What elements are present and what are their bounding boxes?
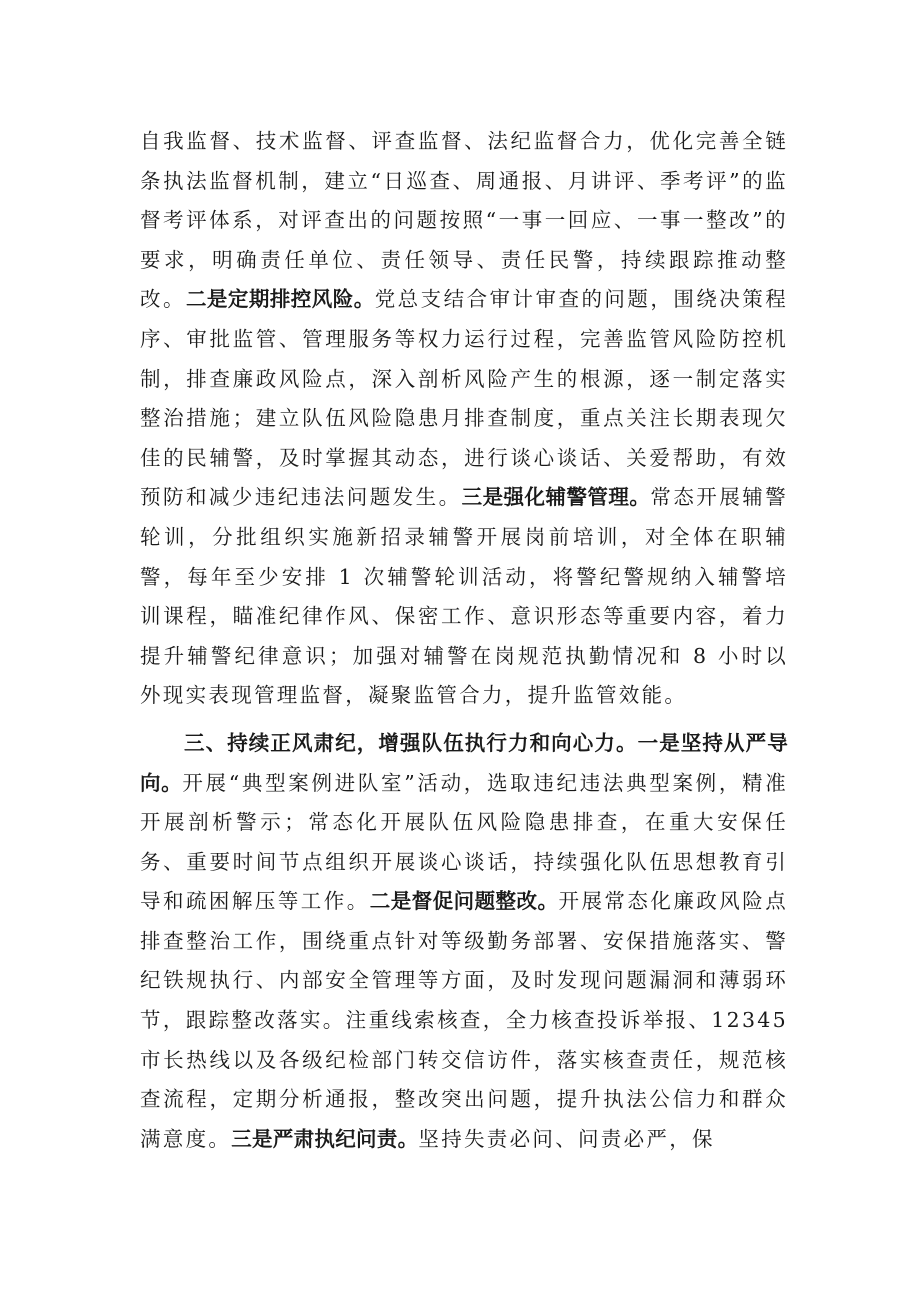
paragraph-discipline <box>140 724 788 1160</box>
paragraph-text: 坚持失责必问、问责必严，保 <box>418 1126 715 1151</box>
highlight-accountability: 三是严肃执纪问责。 <box>231 1126 419 1151</box>
highlight-risk-control: 二是定期排控风险。 <box>185 287 375 312</box>
paragraph-text: 党总支结合审计审查的问题，围绕决策程序、审批监管、管理服务等权力运行过程，完善监管风险防控机制，排查廉政风险点，深入剖析风险产生的根源，逐一制定落实整治措施；建立队伍风险隐患月排查制度，重点关注长期表现欠佳的民辅警，及时掌握其动态，进行谈心谈话、关爱帮助，有效预防和减少违纪违法问题发生。 <box>140 287 789 510</box>
highlight-rectification: 二是督促问题整改。 <box>369 889 559 914</box>
paragraph-text: 开展常态化廉政风险点排查整治工作，围绕重点针对等级勤务部署、安保措施落实、警纪铁规执行、内部安全管理等方面，及时发现问题漏洞和薄弱环节，跟踪整改落实。注重线索核查，全力核查投诉举报、12345 市长热线以及各级纪检部门转交信访件，落实核查责任，规范核查流程，定期分析通报，整改突出问题，提升执法公信力和群众满意度。 <box>140 889 789 1151</box>
document-body <box>140 122 788 1159</box>
highlight-strict-guidance: 一是坚持从严导向。 <box>140 730 788 795</box>
paragraph-text: 开展“典型案例进队室”活动，选取违纪违法典型案例，精准开展剖析警示；常态化开展队伍风险隐患排查，在重大安保任务、重要时间节点组织开展谈心谈话，持续强化队伍思想教育引导和疏困解压等工作。 <box>140 770 788 914</box>
paragraph-supervision <box>140 122 788 716</box>
highlight-auxiliary-police: 三是强化辅警管理。 <box>461 485 651 510</box>
paragraph-text: 常态开展辅警轮训，分批组织实施新招录辅警开展岗前培训，对全体在职辅警，每年至少安排 1 次辅警轮训活动，将警纪警规纳入辅警培训课程，瞄准纪律作风、保密工作、意识形态等重要内容，着力提升辅警纪律意识；加强对辅警在岗规范执勤情况和 8 小时以外现实表现管理监督，凝聚监管合力，提升监管效能。 <box>140 485 788 708</box>
section-heading: 三、持续正风肃纪，增强队伍执行力和向心力。 <box>184 730 638 755</box>
paragraph-text: 自我监督、技术监督、评查监督、法纪监督合力，优化完善全链条执法监督机制，建立“日巡查、周通报、月讲评、季考评”的监督考评体系，对评查出的问题按照“一事一回应、一事一整改”的要求，明确责任单位、责任领导、责任民警，持续跟踪推动整改。 <box>140 129 788 312</box>
